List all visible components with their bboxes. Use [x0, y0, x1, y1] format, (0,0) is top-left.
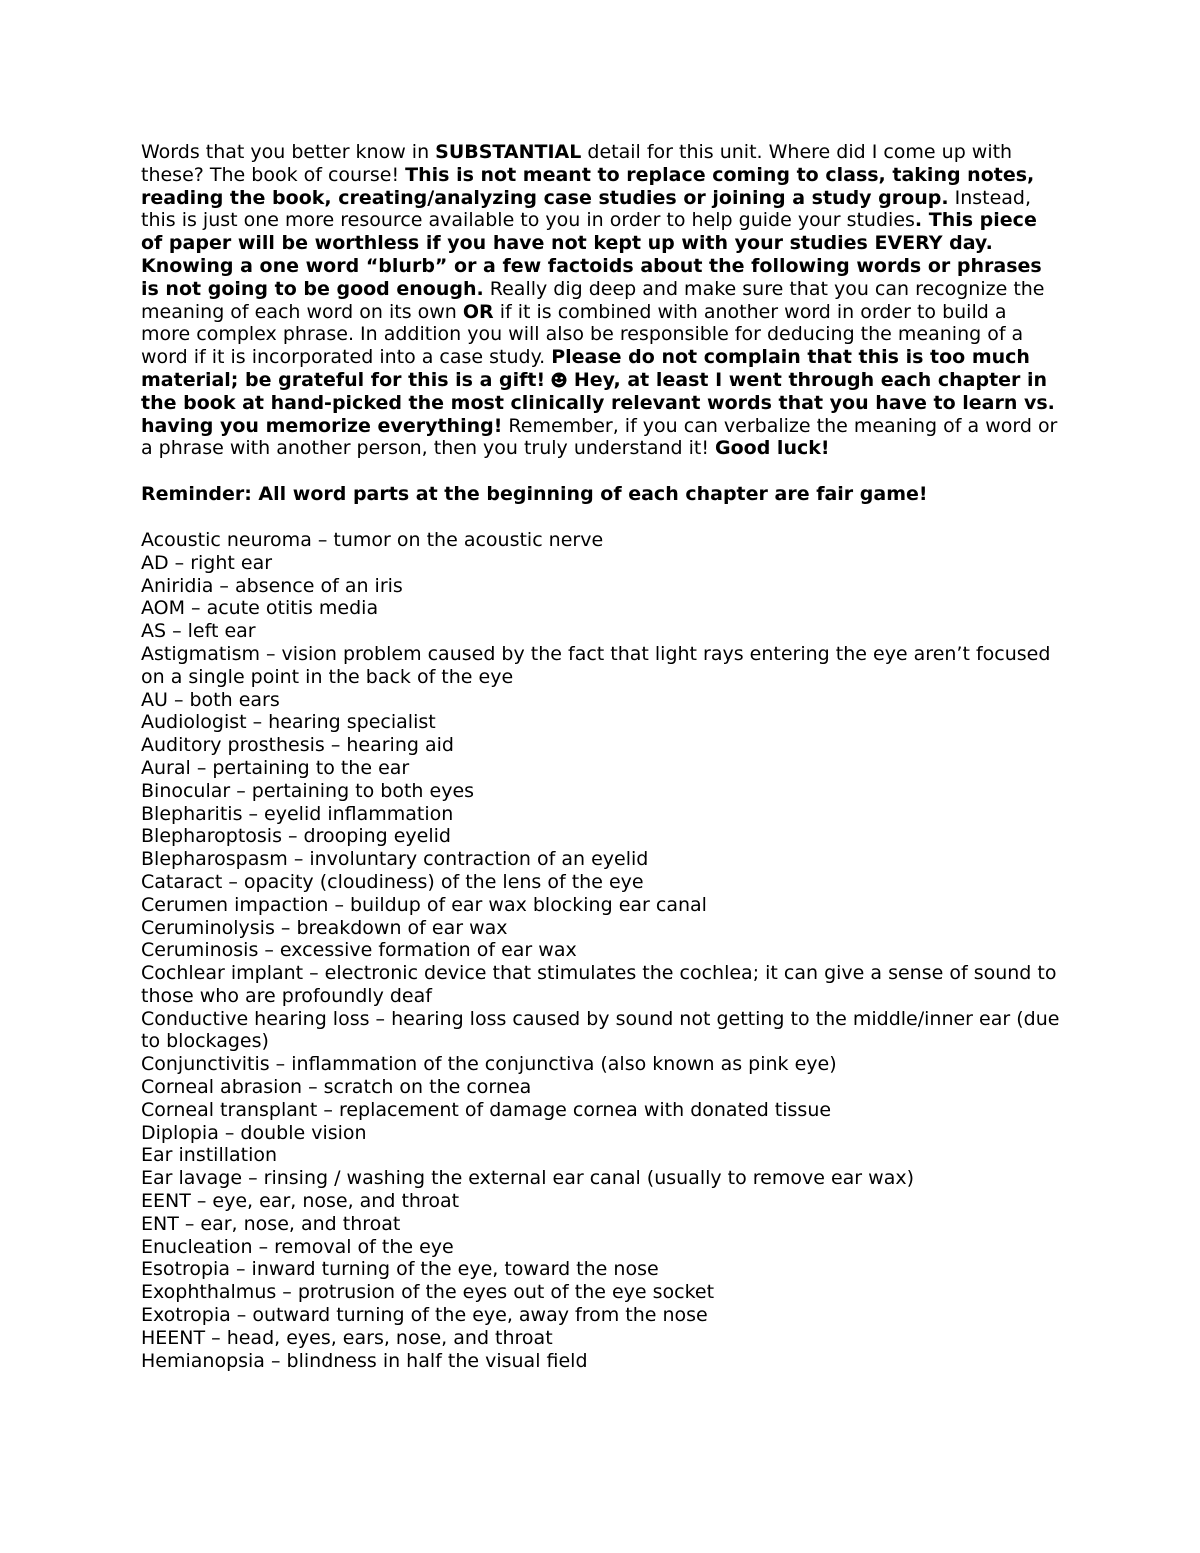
- list-item: Ear lavage – rinsing / washing the external ear canal (usually to remove ear wax): [141, 1167, 914, 1190]
- list-item: Acoustic neuroma – tumor on the acoustic nerve: [141, 528, 604, 551]
- list-item: Aniridia – absence of an iris: [141, 574, 403, 597]
- intro-emphasis-worthless: This piece of paper will be worthless if you have not kept up with your studies EVERY day. Knowing a one word “blurb” or a few factoids about the following words or phrases is not going to be good enough.: [141, 209, 1042, 300]
- list-item: Cochlear implant – electronic device that stimulates the cochlea; it can give a sense of sound to those who are profoundly deaf: [141, 962, 1057, 1007]
- intro-text-3: Instead, this is just one more resource available to you in order to help guide your studies: [141, 186, 1032, 232]
- intro-emphasis-substantial: SUBSTANTIAL: [435, 141, 582, 163]
- list-item: ENT – ear, nose, and throat: [141, 1212, 401, 1235]
- list-item: EENT – eye, ear, nose, and throat: [141, 1190, 460, 1213]
- list-item: Blepharoptosis – drooping eyelid: [141, 825, 451, 848]
- list-item: Corneal transplant – replacement of damage cornea with donated tissue: [141, 1098, 832, 1121]
- list-item: AOM – acute otitis media: [141, 597, 379, 620]
- list-item: Ear instillation: [141, 1144, 278, 1167]
- list-item: Hemianopsia – blindness in half the visual field: [141, 1349, 588, 1372]
- intro-text-2: detail for this unit. Where did I come up with these? The book of course!: [141, 141, 1013, 186]
- list-item: AU – both ears: [141, 688, 280, 711]
- list-item: Blepharitis – eyelid inflammation: [141, 802, 454, 825]
- list-item: Audiologist – hearing specialist: [141, 711, 436, 734]
- list-item: AD – right ear: [141, 551, 273, 574]
- intro-emphasis-not-replace: This is not meant to replace coming to class, taking notes, reading the book, creating/analyzing case studies or joining a study group.: [141, 163, 1035, 209]
- intro-text-6: Remember, if you can verbalize the meaning of a word or a phrase with another person, then you truly understand it!: [141, 414, 1058, 460]
- intro-text-1: Words that you better know in: [141, 141, 436, 163]
- list-item: Exophthalmus – protrusion of the eyes out of the eye socket: [141, 1281, 715, 1304]
- list-item: Auditory prosthesis – hearing aid: [141, 734, 454, 757]
- intro-emphasis-gift: Please do not complain that this is too much material; be grateful for this is a gift!: [141, 346, 1030, 391]
- list-item: Binocular – pertaining to both eyes: [141, 779, 475, 802]
- intro-text-5: if it is combined with another word in order to build a more complex phrase. In addition you will also be responsible for deducing the meaning of a word if it is incorporated into a case study.: [141, 300, 1024, 369]
- terms-list: [141, 529, 1061, 1372]
- list-item: Exotropia – outward turning of the eye, away from the nose: [141, 1304, 708, 1327]
- list-item: Conjunctivitis – inflammation of the conjunctiva (also known as pink eye): [141, 1053, 837, 1076]
- list-item: Cataract – opacity (cloudiness) of the lens of the eye: [141, 870, 644, 893]
- list-item: Esotropia – inward turning of the eye, toward the nose: [141, 1258, 659, 1281]
- document-page: [141, 141, 1061, 1372]
- intro-paragraph: [141, 141, 1061, 460]
- intro-period: .: [914, 209, 923, 232]
- intro-emphasis-good-luck: Good luck!: [715, 437, 830, 460]
- list-item: Ceruminosis – excessive formation of ear wax: [141, 939, 577, 962]
- intro-text-4: Really dig deep and make sure that you can recognize the meaning of each word on its own: [141, 277, 1045, 323]
- list-item: Corneal abrasion – scratch on the cornea: [141, 1076, 532, 1099]
- intro-emphasis-or: OR: [462, 300, 494, 323]
- list-item: Conductive hearing loss – hearing loss caused by sound not getting to the middle/inner ear (due to blockages): [141, 1007, 1060, 1053]
- list-item: Blepharospasm – involuntary contraction of an eyelid: [141, 848, 649, 871]
- list-item: Diplopia – double vision: [141, 1121, 367, 1144]
- intro-text: [141, 141, 1061, 460]
- list-item: Cerumen impaction – buildup of ear wax blocking ear canal: [141, 893, 707, 916]
- intro-emphasis-hand-picked: Hey, at least I went through each chapter in the book at hand-picked the most clinically relevant words that you have to learn vs. having you memorize everything!: [141, 368, 1055, 437]
- list-item: Astigmatism – vision problem caused by the fact that light rays entering the eye aren’t focused on a single point in the back of the eye: [141, 642, 1051, 688]
- list-item: Aural – pertaining to the ear: [141, 756, 410, 779]
- list-item: Enucleation – removal of the eye: [141, 1235, 454, 1258]
- reminder-heading: Reminder: All word parts at the beginning of each chapter are fair game!: [141, 483, 928, 506]
- list-item: AS – left ear: [141, 620, 256, 643]
- smiley-face-icon: [551, 371, 567, 387]
- list-item: HEENT – head, eyes, ears, nose, and throat: [141, 1326, 553, 1349]
- list-item: Ceruminolysis – breakdown of ear wax: [141, 916, 508, 939]
